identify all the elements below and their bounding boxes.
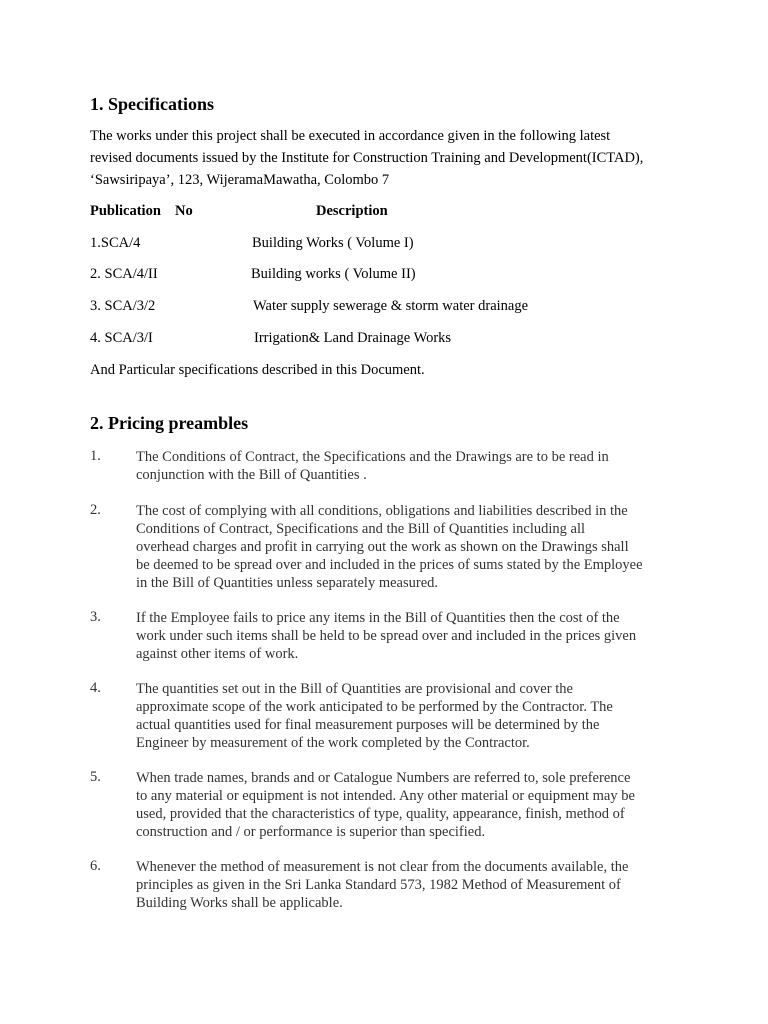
preamble-line: work under such items shall be held to be spread over and included in the prices given [136,628,637,644]
preamble-line: in the Bill of Quantities unless separately measured. [136,575,439,591]
section-1-heading: 1. Specifications [90,94,214,114]
preamble-line: overhead charges and profit in carrying out the work as shown on the Drawings shall [136,539,629,555]
preamble-item-text [136,502,676,592]
preamble-item-text [136,769,676,841]
table-cell-publication: 1.SCA/4 [90,235,141,251]
table-cell-description: Irrigation& Land Drainage Works [254,330,452,346]
table-cell-description: Water supply sewerage & storm water drainage [253,298,529,314]
preamble-number: 2. [90,502,101,518]
preamble-line: actual quantities used for final measurement purposes will be determined by the [136,717,600,733]
section-2-heading: 2. Pricing preambles [90,413,249,433]
section-1-closing: And Particular specifications described in this Document. [90,362,425,378]
preamble-item-text [136,448,676,484]
preamble-line: conjunction with the Bill of Quantities . [136,467,367,483]
table-cell-publication: 2. SCA/4/II [90,266,158,282]
preamble-number: 4. [90,680,101,696]
preamble-item-text [136,858,676,912]
table-header-description: Description [316,203,388,219]
preamble-line: construction and / or performance is superior than specified. [136,824,486,840]
preamble-item-text [136,609,676,663]
preamble-line: Building Works shall be applicable. [136,895,343,911]
preamble-line: used, provided that the characteristics of type, quality, appearance, finish, method of [136,806,625,822]
section-1-intro-line: The works under this project shall be executed in accordance given in the following latest [90,128,611,144]
preamble-line: be deemed to be spread over and included in the prices of sums stated by the Employee [136,557,643,573]
table-header-publication: Publication [90,203,161,219]
preamble-line: Engineer by measurement of the work completed by the Contractor. [136,735,530,751]
preamble-line: approximate scope of the work anticipated to be performed by the Contractor. The [136,699,613,715]
preamble-line: The Conditions of Contract, the Specifications and the Drawings are to be read in [136,449,609,465]
preamble-line: If the Employee fails to price any items in the Bill of Quantities then the cost of the [136,610,620,626]
section-1-intro-line: revised documents issued by the Institute for Construction Training and Development(ICTAD), [90,150,644,166]
preamble-number: 1. [90,448,101,464]
table-header-no: No [175,203,193,219]
table-cell-publication: 4. SCA/3/I [90,330,153,346]
section-1-intro-line: ‘Sawsiripaya’, 123, WijeramaMawatha, Colombo 7 [90,172,390,188]
preamble-line: Conditions of Contract, Specifications and the Bill of Quantities including all [136,521,586,537]
preamble-line: The quantities set out in the Bill of Quantities are provisional and cover the [136,681,573,697]
table-cell-publication: 3. SCA/3/2 [90,298,156,314]
preamble-number: 3. [90,609,101,625]
preamble-line: principles as given in the Sri Lanka Standard 573, 1982 Method of Measurement of [136,877,621,893]
preamble-line: Whenever the method of measurement is not clear from the documents available, the [136,859,629,875]
table-cell-description: Building works ( Volume II) [251,266,416,282]
preamble-number: 5. [90,769,101,785]
preamble-line: against other items of work. [136,646,299,662]
preamble-number: 6. [90,858,101,874]
preamble-line: to any material or equipment is not intended. Any other material or equipment may be [136,788,635,804]
preamble-item-text [136,680,676,752]
table-cell-description: Building Works ( Volume I) [252,235,414,251]
preamble-line: When trade names, brands and or Catalogue Numbers are referred to, sole preference [136,770,631,786]
preamble-line: The cost of complying with all conditions, obligations and liabilities described in the [136,503,628,519]
